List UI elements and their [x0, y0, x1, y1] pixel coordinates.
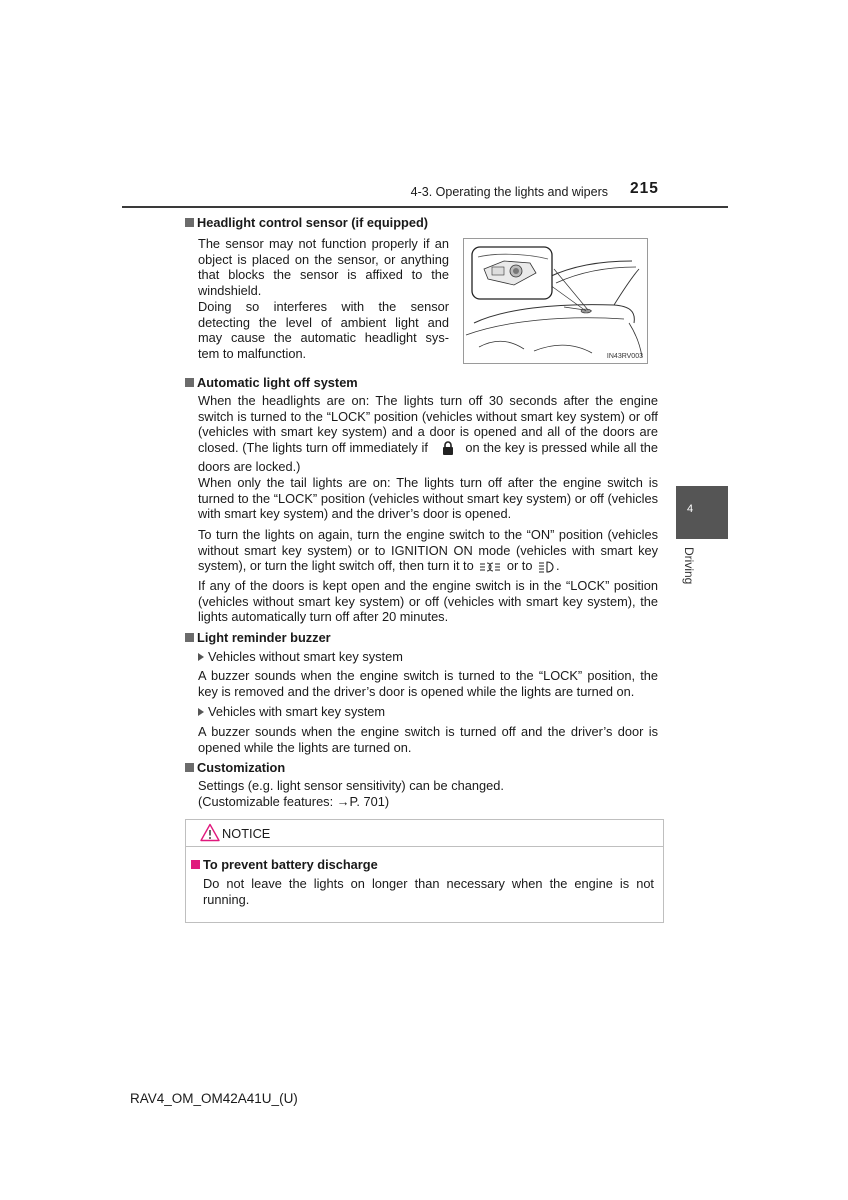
text-line: object is placed on the sensor, or anything	[198, 251, 449, 267]
triangle-bullet-icon	[198, 653, 204, 661]
square-bullet-icon	[185, 633, 194, 642]
text-line: that blocks the sensor is affixed to the	[198, 267, 449, 283]
section-heading-sensor: Headlight control sensor (if equipped)	[185, 215, 428, 231]
sensor-figure	[463, 238, 648, 364]
notice-title: NOTICE	[222, 826, 271, 841]
text-line: detecting the level of ambient light and	[198, 314, 449, 330]
text-line: The sensor may not function properly if an	[198, 236, 449, 251]
windshield-sensor-illustration-icon	[464, 239, 647, 363]
auto-off-paragraph-3: To turn the lights on again, turn the engine switch to the “ON” position (vehicles without smart key system) or to IGNITION ON mode (vehicles with smart key system), or turn the light switch off, then turn it to or to .	[198, 527, 658, 577]
notice-body: Do not leave the lights on longer than necessary when the engine is not running.	[203, 876, 654, 907]
square-bullet-icon	[191, 860, 200, 869]
square-bullet-icon	[185, 378, 194, 387]
section-heading-customization: Customization	[185, 760, 285, 776]
square-bullet-icon	[185, 763, 194, 772]
section-heading-auto-off: Automatic light off system	[185, 375, 358, 391]
auto-off-paragraph-4: If any of the doors is kept open and the engine switch is in the “LOCK” position (vehicles without smart key system) or off (vehicles with smart key system), the lights automatically turn off after 20 minutes.	[198, 578, 658, 625]
triangle-bullet-icon	[198, 708, 204, 716]
header-rule	[122, 206, 728, 208]
chapter-label: Driving	[682, 547, 696, 585]
notice-header	[186, 820, 663, 847]
sensor-description	[198, 236, 449, 362]
warning-triangle-icon	[200, 823, 220, 847]
square-bullet-icon	[185, 218, 194, 227]
tail-light-icon	[479, 561, 501, 577]
section-heading-buzzer: Light reminder buzzer	[185, 630, 331, 646]
headlight-icon	[538, 561, 556, 577]
buzzer-subheading-smart-key: Vehicles with smart key system	[198, 704, 385, 720]
notice-box	[185, 819, 664, 923]
buzzer-paragraph-2: A buzzer sounds when the engine switch is turned off and the driver’s door is opened while the lights are turned on.	[198, 724, 658, 755]
reference-arrow: →	[336, 793, 350, 809]
buzzer-subheading-no-smart-key: Vehicles without smart key system	[198, 649, 403, 665]
lock-icon	[442, 441, 454, 459]
auto-off-paragraph-1: When the headlights are on: The lights turn off 30 seconds after the engine switch is turned to the “LOCK” position (vehicles without smart key system) or off (vehicles with smart key system) and a door is opened and all of the doors are closed. (The lights turn off immediately if on the key is pressed while all the doors are locked.)	[198, 393, 658, 474]
text-line: tem to malfunction.	[198, 345, 307, 361]
auto-off-paragraph-2: When only the tail lights are on: The lights turn off after the engine switch is turned to the “LOCK” position (vehicles without smart key system) or off (vehicles with smart key system) and the driver’s door is opened.	[198, 475, 658, 522]
page-number: 215	[630, 180, 659, 197]
buzzer-paragraph-1: A buzzer sounds when the engine switch is turned to the “LOCK” position, the key is removed and the driver’s door is opened while the lights are turned on.	[198, 668, 658, 699]
customization-text: Settings (e.g. light sensor sensitivity) can be changed. (Customizable features: →P. 701)	[198, 778, 504, 809]
text-line: Doing so interferes with the sensor	[198, 298, 449, 314]
page-reference-link[interactable]: P. 701)	[349, 793, 390, 809]
section-title: 4-3. Operating the lights and wipers	[410, 185, 608, 199]
chapter-number: 4	[686, 503, 694, 515]
text-line: may cause the automatic headlight sys-	[198, 330, 449, 346]
text-line: windshield.	[198, 283, 262, 299]
figure-code: IN43RV003	[606, 353, 643, 360]
notice-heading: To prevent battery discharge	[191, 857, 378, 873]
document-code: RAV4_OM_OM42A41U_(U)	[130, 1091, 298, 1106]
